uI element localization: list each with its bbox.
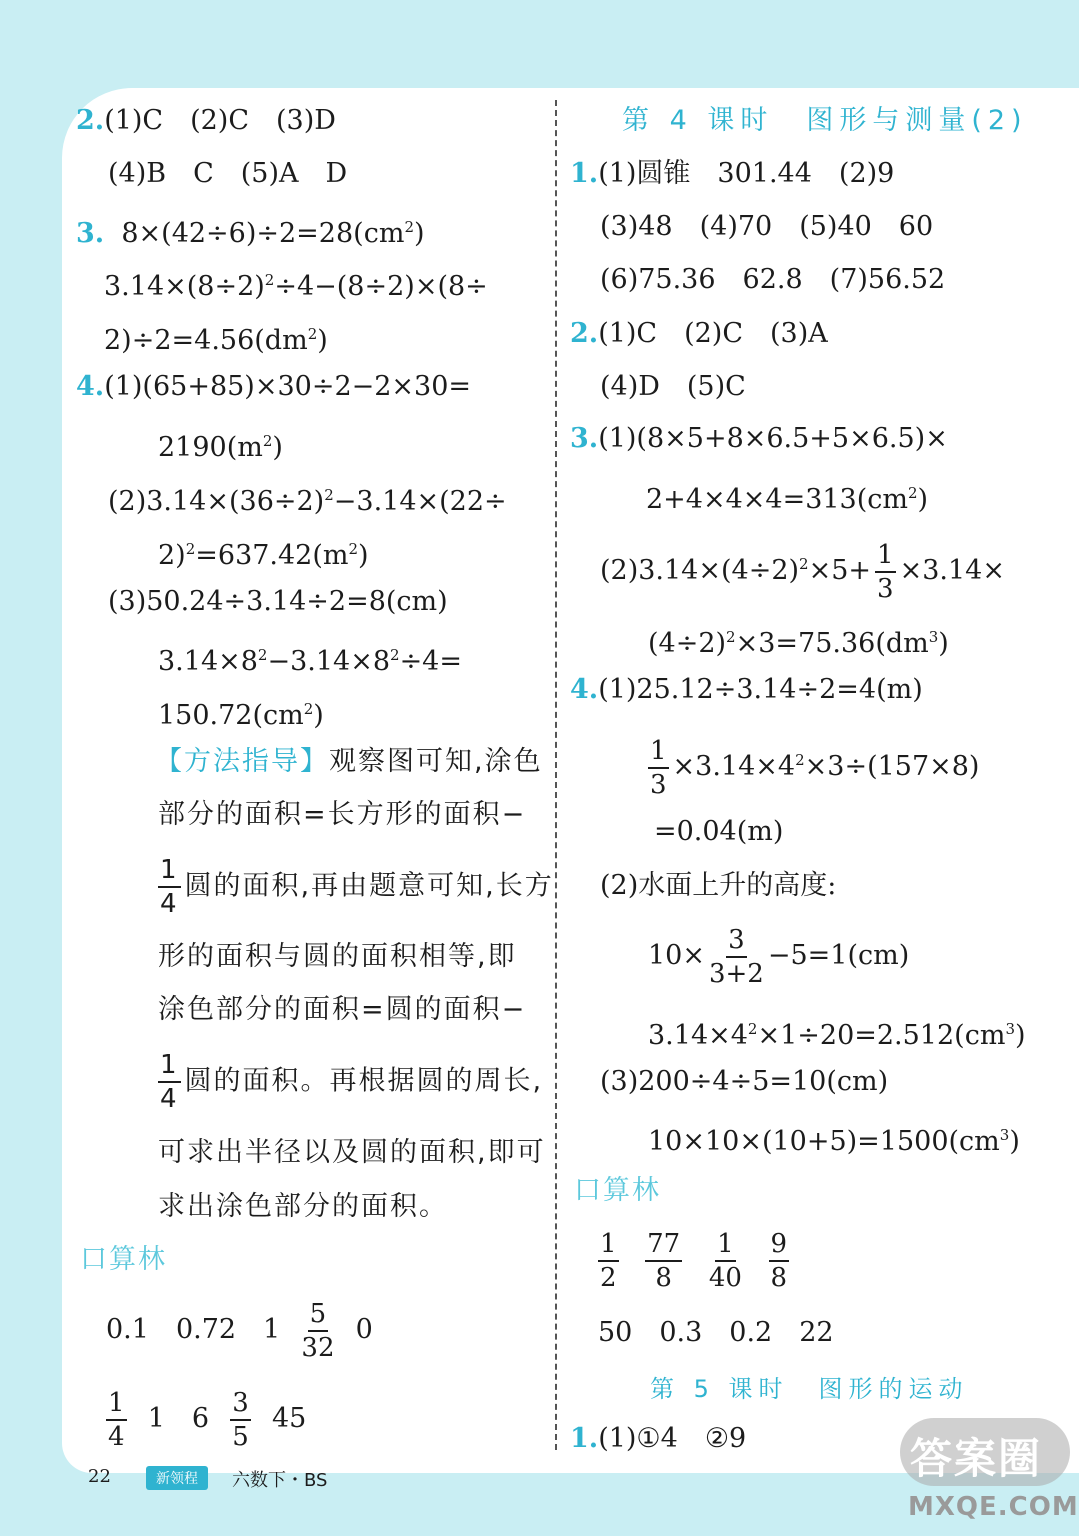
sup: 2 (262, 432, 273, 450)
q4-p3b-mid: −3.14×8 (267, 646, 391, 677)
r-q3-eq: 2+4×4×4=313(cm (646, 484, 908, 515)
denominator: 5 (232, 1421, 249, 1452)
r-q4-line7: (3)200÷4÷5=10(cm) (600, 1066, 889, 1097)
r-q4-eq: ×3÷(157×8) (804, 751, 980, 782)
q4-p1a: (1)(65+85)×30÷2−2×30= (104, 371, 472, 402)
r-q4-eq: −5=1(cm) (767, 940, 910, 971)
r-q4-eq: ×1÷20=2.512(cm (757, 1020, 1006, 1051)
sup: 2 (348, 540, 359, 558)
numerator: 1 (598, 1229, 619, 1262)
fraction (158, 855, 181, 919)
sup: 2 (908, 484, 918, 502)
r-q4-eq: ) (1009, 1126, 1020, 1157)
q4-line3 (108, 478, 507, 519)
fraction (709, 925, 764, 989)
q2-line1 (76, 104, 336, 138)
denominator: 4 (108, 1421, 125, 1452)
denominator: 4 (160, 889, 179, 919)
fraction (769, 1229, 790, 1293)
r-q3-eq: (2)3.14×(4÷2) (600, 555, 800, 586)
numerator: 1 (158, 855, 181, 888)
page-number: 22 (88, 1466, 111, 1487)
q4-p1b: 2190(m (158, 432, 263, 463)
r-q3-line4 (648, 620, 949, 661)
r-q5-line1 (570, 1422, 746, 1456)
r-q5-number: 1. (570, 1423, 599, 1454)
r-q3-line2 (646, 476, 928, 517)
r-q3-text: (1)(8×5+8×6.5+5×6.5)× (598, 423, 948, 454)
denominator: 2 (600, 1262, 617, 1293)
watermark-text: 答案圈 (910, 1434, 1043, 1483)
numerator: 9 (769, 1229, 790, 1262)
q4-p2b: 2) (158, 540, 186, 571)
numerator: 3 (230, 1388, 251, 1421)
kousuan-row1-left (106, 1298, 373, 1363)
r-q1-number: 1. (570, 158, 599, 189)
r-q1-text: (1)圆锥 301.44 (2)9 (598, 158, 895, 189)
numerator: 3 (726, 925, 747, 958)
method-text: 观察图可知,涂色 (329, 746, 543, 777)
r-q4-line8 (648, 1118, 1020, 1159)
numerator: 1 (715, 1229, 736, 1262)
sup: 3 (928, 628, 939, 646)
r-q4-number: 4. (570, 674, 599, 705)
denominator: 3 (650, 769, 667, 800)
kousuan-row2-left (106, 1387, 306, 1452)
sup: 3 (1005, 1020, 1015, 1038)
q3-eq1-end: ) (413, 218, 425, 249)
r-q5-text: (1)①4 ②9 (598, 1423, 747, 1454)
method-line8: 求出涂色部分的面积。 (158, 1191, 448, 1222)
method-text: 圆的面积,再由题意可知,长方 (184, 870, 554, 902)
denominator: 4 (160, 1084, 179, 1114)
r-q1-line2: (3)48 (4)70 (5)40 60 (600, 211, 934, 242)
q3-line1 (76, 210, 425, 251)
r-q4-eq: 10× (648, 940, 705, 971)
kousuan-title-right: 口算林 (574, 1175, 661, 1206)
r-q4-eq: ) (1014, 1020, 1026, 1051)
r-q4-line5 (648, 924, 909, 989)
section-4-title: 第 4 课时 图形与测量(2) (622, 105, 1028, 136)
fraction (645, 1229, 682, 1293)
r-q1-line3: (6)75.36 62.8 (7)56.52 (600, 264, 946, 295)
sup: 2 (185, 540, 196, 558)
r-q4-line1 (570, 673, 923, 707)
q4-line7 (158, 692, 324, 733)
kousuan-row1-right (598, 1228, 789, 1293)
q4-p3c: 150.72(cm (158, 700, 304, 731)
r-q3-eq-end: ) (917, 484, 929, 515)
denominator: 8 (655, 1262, 672, 1293)
method-tag: 【方法指导】 (155, 746, 329, 777)
method-line1 (155, 745, 543, 779)
denominator: 8 (770, 1262, 788, 1293)
fraction (106, 1388, 127, 1452)
q4-line1 (76, 370, 471, 404)
denominator: 40 (708, 1262, 742, 1293)
sup: 2 (303, 700, 314, 718)
r-q3-eq: ×5+ (808, 555, 872, 586)
r-q3-eq: (4÷2) (648, 628, 727, 659)
r-q4-line2 (648, 728, 979, 800)
q3-eq3-end: ) (317, 325, 328, 356)
method-text: 圆的面积。再根据圆的周长, (184, 1065, 544, 1097)
sup: 2 (404, 218, 414, 236)
q4-p2a-end: −3.14×(22÷ (333, 486, 507, 517)
method-line7: 可求出半径以及圆的面积,即可 (158, 1137, 546, 1168)
r-q2-line1 (570, 317, 828, 351)
q4-p2b-end: =637.42(m (195, 540, 349, 571)
denominator: 3 (877, 573, 894, 604)
q3-eq2: 3.14×(8÷2) (104, 271, 265, 302)
r-q1-line1 (570, 157, 894, 191)
r-q3-eq: ×3=75.36(dm (735, 628, 929, 659)
sup: 3 (999, 1126, 1010, 1144)
kousuan-values: 1 6 (147, 1403, 210, 1434)
q3-eq1: 8×(42÷6)÷2=28(cm (121, 218, 405, 249)
q4-p1b-end: ) (272, 432, 283, 463)
sup: 2 (747, 1020, 758, 1038)
sup: 2 (257, 646, 268, 664)
q4-p2a: (2)3.14×(36÷2) (108, 486, 325, 517)
r-q4-line4: (2)水面上升的高度: (600, 870, 837, 901)
denominator: 32 (301, 1332, 335, 1363)
numerator: 1 (875, 540, 896, 573)
sup: 2 (795, 751, 805, 769)
sup: 2 (726, 628, 736, 646)
sup: 2 (390, 646, 400, 664)
fraction (598, 1229, 619, 1293)
brand-badge: 新领程 (146, 1466, 208, 1490)
fraction (158, 1050, 181, 1114)
fraction (648, 736, 669, 800)
q4-line6 (158, 638, 462, 679)
kousuan-values: 45 (271, 1403, 307, 1434)
q4-line5: (3)50.24÷3.14÷2=8(cm) (108, 586, 448, 617)
fraction (301, 1299, 334, 1363)
fraction (709, 1229, 742, 1293)
numerator: 1 (158, 1050, 181, 1083)
numerator: 1 (106, 1388, 127, 1421)
q4-p3c-end: ) (313, 700, 324, 731)
sup: 2 (324, 486, 334, 504)
fraction (230, 1388, 251, 1452)
r-q4-eq: 10×10×(10+5)=1500(cm (648, 1126, 1000, 1157)
watermark-logo (900, 1418, 1079, 1528)
top-band (0, 0, 1079, 88)
q4-p2b-end2: ) (358, 540, 369, 571)
r-q4-line6 (648, 1012, 1026, 1053)
q4-line2 (158, 424, 283, 465)
r-q2-number: 2. (570, 318, 599, 349)
r-q4-line3: =0.04(m) (654, 816, 784, 847)
section-5-title: 第 5 课时 图形的运动 (650, 1375, 969, 1403)
method-line3 (158, 855, 554, 919)
method-line4: 形的面积与圆的面积相等,即 (158, 941, 517, 972)
sup: 2 (307, 325, 318, 343)
r-q4-eq: ×3.14×4 (672, 751, 796, 782)
r-q2-line2: (4)D (5)C (600, 371, 746, 402)
method-line5: 涂色部分的面积=圆的面积− (158, 994, 527, 1025)
q3-line2 (104, 263, 488, 304)
numerator: 5 (308, 1299, 329, 1332)
kousuan-values: 0 (355, 1314, 373, 1345)
r-q3-eq: ) (938, 628, 949, 659)
r-q4-eq: 3.14×4 (648, 1020, 748, 1051)
column-divider (555, 100, 557, 1450)
watermark-domain: MXQE.COM (908, 1492, 1079, 1522)
q3-number: 3. (76, 218, 105, 249)
kousuan-values: 0.1 0.72 1 (106, 1314, 281, 1345)
q4-p3b: 3.14×8 (158, 646, 258, 677)
method-line2: 部分的面积=长方形的面积− (158, 799, 527, 830)
q4-number: 4. (76, 371, 105, 402)
q2-text: (1)C (2)C (3)D (104, 105, 336, 136)
q2-number: 2. (76, 105, 105, 136)
denominator: 3+2 (708, 958, 764, 989)
r-q3-line1 (570, 422, 948, 456)
sup: 2 (799, 555, 809, 573)
kousuan-row2-right: 50 0.3 0.2 22 (598, 1317, 834, 1348)
q3-eq2-end: ÷4−(8÷2)×(8÷ (274, 271, 488, 302)
method-line6 (158, 1050, 543, 1114)
q4-p3b-end: ÷4= (399, 646, 462, 677)
kousuan-title-left: 口算林 (80, 1244, 167, 1275)
r-q3-number: 3. (570, 423, 599, 454)
r-q2-text: (1)C (2)C (3)A (598, 318, 828, 349)
r-q4-text: (1)25.12÷3.14÷2=4(m) (598, 674, 923, 705)
q2-line2: (4)B C (5)A D (108, 158, 348, 189)
fraction (875, 540, 896, 604)
q4-line4 (158, 532, 369, 573)
r-q3-eq: ×3.14× (899, 555, 1005, 586)
q3-line3 (104, 317, 328, 358)
q3-eq3: 2)÷2=4.56(dm (104, 325, 308, 356)
subject-label: 六数下・BS (232, 1470, 328, 1491)
r-q3-line3 (600, 532, 1005, 604)
numerator: 77 (645, 1229, 682, 1262)
sup: 2 (264, 271, 275, 289)
numerator: 1 (648, 736, 669, 769)
